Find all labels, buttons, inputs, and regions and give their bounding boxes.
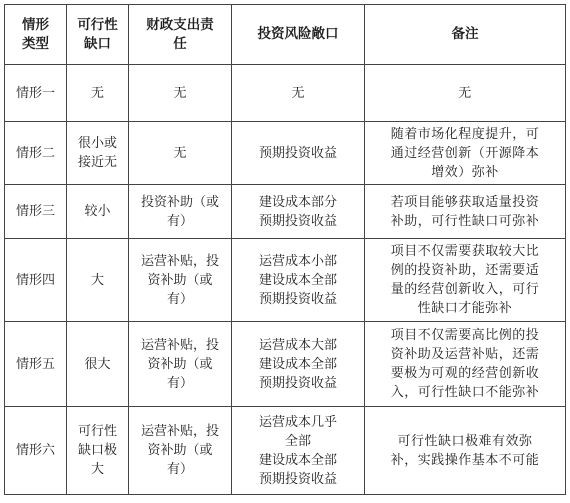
header-feasibility-gap: 可行性 缺口 bbox=[67, 5, 129, 65]
table-row bbox=[5, 407, 566, 495]
cell-scenario: 情形五 bbox=[5, 322, 67, 407]
cell-feasibility-gap: 很大 bbox=[67, 322, 129, 407]
cell-scenario: 情形一 bbox=[5, 65, 67, 122]
header-remarks: 备注 bbox=[365, 5, 566, 65]
cell-remarks: 项目不仅需要获取较大比 例的投资补助，还需要适 量的经营创新收入，可行 性缺口才能弥补 bbox=[365, 239, 566, 322]
cell-remarks: 可行性缺口极难有效弥 补，实践操作基本不可能 bbox=[365, 407, 566, 495]
cell-risk-exposure: 运营成本几乎 全部 建设成本全部 预期投资收益 bbox=[232, 407, 365, 495]
cell-risk-exposure: 建设成本部分 预期投资收益 bbox=[232, 185, 365, 239]
cell-scenario: 情形二 bbox=[5, 122, 67, 185]
table-row bbox=[5, 239, 566, 322]
cell-fiscal-responsibility: 无 bbox=[129, 65, 232, 122]
header-fiscal-responsibility: 财政支出责 任 bbox=[129, 5, 232, 65]
cell-fiscal-responsibility: 投资补助（或 有） bbox=[129, 185, 232, 239]
cell-scenario: 情形三 bbox=[5, 185, 67, 239]
cell-scenario: 情形四 bbox=[5, 239, 67, 322]
cell-fiscal-responsibility: 运营补贴，投 资补助（或 有） bbox=[129, 322, 232, 407]
cell-remarks: 随着市场化程度提升，可 通过经营创新（开源降本 增效）弥补 bbox=[365, 122, 566, 185]
table-row bbox=[5, 185, 566, 239]
cell-risk-exposure: 运营成本小部 建设成本全部 预期投资收益 bbox=[232, 239, 365, 322]
cell-remarks: 若项目能够获取适量投资 补助，可行性缺口可弥补 bbox=[365, 185, 566, 239]
table-row bbox=[5, 322, 566, 407]
cell-feasibility-gap: 可行性 缺口极 大 bbox=[67, 407, 129, 495]
scenario-table bbox=[4, 4, 566, 495]
header-investment-risk-exposure: 投资风险敞口 bbox=[232, 5, 365, 65]
cell-feasibility-gap: 较小 bbox=[67, 185, 129, 239]
cell-risk-exposure: 预期投资收益 bbox=[232, 122, 365, 185]
cell-feasibility-gap: 大 bbox=[67, 239, 129, 322]
cell-fiscal-responsibility: 运营补贴，投 资补助（或 有） bbox=[129, 407, 232, 495]
cell-scenario: 情形六 bbox=[5, 407, 67, 495]
cell-remarks: 无 bbox=[365, 65, 566, 122]
cell-feasibility-gap: 很小或 接近无 bbox=[67, 122, 129, 185]
cell-remarks: 项目不仅需要高比例的投 资补助及运营补贴，还需 要极为可观的经营创新收 入，可行性缺口不能弥补 bbox=[365, 322, 566, 407]
cell-risk-exposure: 运营成本大部 建设成本全部 预期投资收益 bbox=[232, 322, 365, 407]
cell-fiscal-responsibility: 无 bbox=[129, 122, 232, 185]
cell-risk-exposure: 无 bbox=[232, 65, 365, 122]
cell-fiscal-responsibility: 运营补贴，投 资补助（或 有） bbox=[129, 239, 232, 322]
header-row bbox=[5, 5, 566, 65]
header-scenario-type: 情形 类型 bbox=[5, 5, 67, 65]
cell-feasibility-gap: 无 bbox=[67, 65, 129, 122]
table-row bbox=[5, 122, 566, 185]
table-row bbox=[5, 65, 566, 122]
